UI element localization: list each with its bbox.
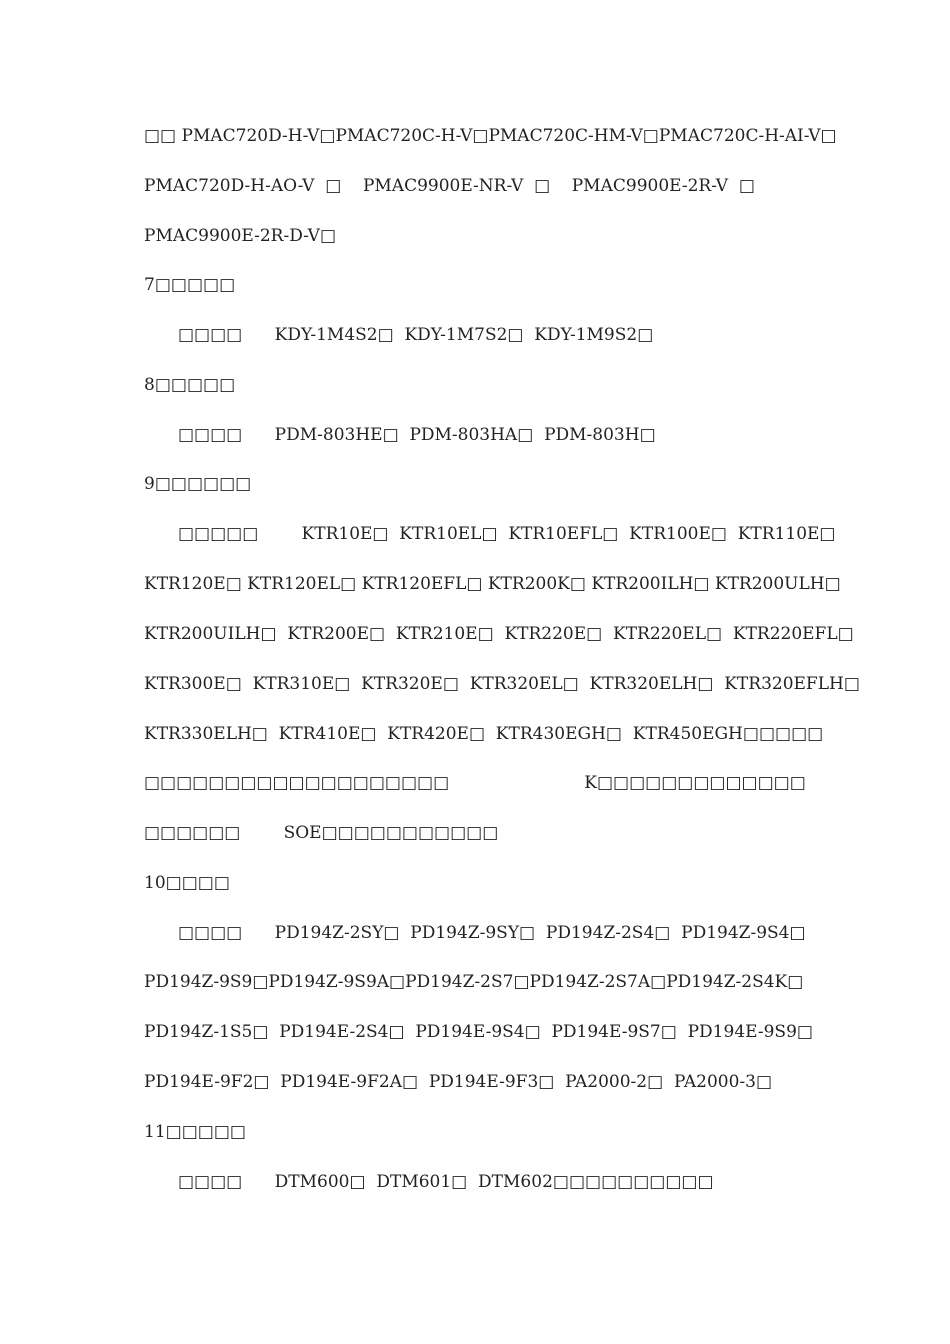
text-line: □□□□ PD194Z-2SY□ PD194Z-9SY□ PD194Z-2S4□ PD194Z-9S4□ [178, 923, 806, 943]
text-line: KTR200UILH□ KTR200E□ KTR210E□ KTR220E□ KTR220EL□ KTR220EFL□ [144, 624, 854, 644]
text-line: PD194E-9F2□ PD194E-9F2A□ PD194E-9F3□ PA2000-2□ PA2000-3□ [144, 1072, 773, 1092]
text-line: □□□□□□□□□□□□□□□□□□□ K□□□□□□□□□□□□□ [144, 773, 806, 793]
text-line: PMAC9900E-2R-D-V□ [144, 226, 337, 246]
text-line: □□□□ KDY-1M4S2□ KDY-1M7S2□ KDY-1M9S2□ [178, 325, 654, 345]
text-line: KTR330ELH□ KTR410E□ KTR420E□ KTR430EGH□ KTR450EGH□□□□□ [144, 724, 824, 744]
text-line: PD194Z-9S9□PD194Z-9S9A□PD194Z-2S7□PD194Z-2S7A□PD194Z-2S4K□ [144, 972, 804, 992]
section-heading: 11□□□□□ [144, 1122, 246, 1142]
text-line: □□□□□ KTR10E□ KTR10EL□ KTR10EFL□ KTR100E□ KTR110E□ [178, 524, 836, 544]
text-line: □□□□ PDM-803HE□ PDM-803HA□ PDM-803H□ [178, 425, 656, 445]
text-line: KTR300E□ KTR310E□ KTR320E□ KTR320EL□ KTR320ELH□ KTR320EFLH□ [144, 674, 860, 694]
text-line: PMAC720D-H-AO-V □ PMAC9900E-NR-V □ PMAC9900E-2R-V □ [144, 176, 755, 196]
section-heading: 9□□□□□□ [144, 474, 252, 494]
text-line: □□□□ DTM600□ DTM601□ DTM602□□□□□□□□□□ [178, 1172, 714, 1192]
text-line: □□□□□□ SOE□□□□□□□□□□□ [144, 823, 499, 843]
text-line: PD194Z-1S5□ PD194E-2S4□ PD194E-9S4□ PD194E-9S7□ PD194E-9S9□ [144, 1022, 813, 1042]
section-heading: 8□□□□□ [144, 375, 236, 395]
text-line: KTR120E□ KTR120EL□ KTR120EFL□ KTR200K□ KTR200ILH□ KTR200ULH□ [144, 574, 841, 594]
section-heading: 7□□□□□ [144, 275, 236, 295]
section-heading: 10□□□□ [144, 873, 230, 893]
text-line: □□ PMAC720D-H-V□PMAC720C-H-V□PMAC720C-HM-V□PMAC720C-H-AI-V□ [144, 126, 837, 146]
